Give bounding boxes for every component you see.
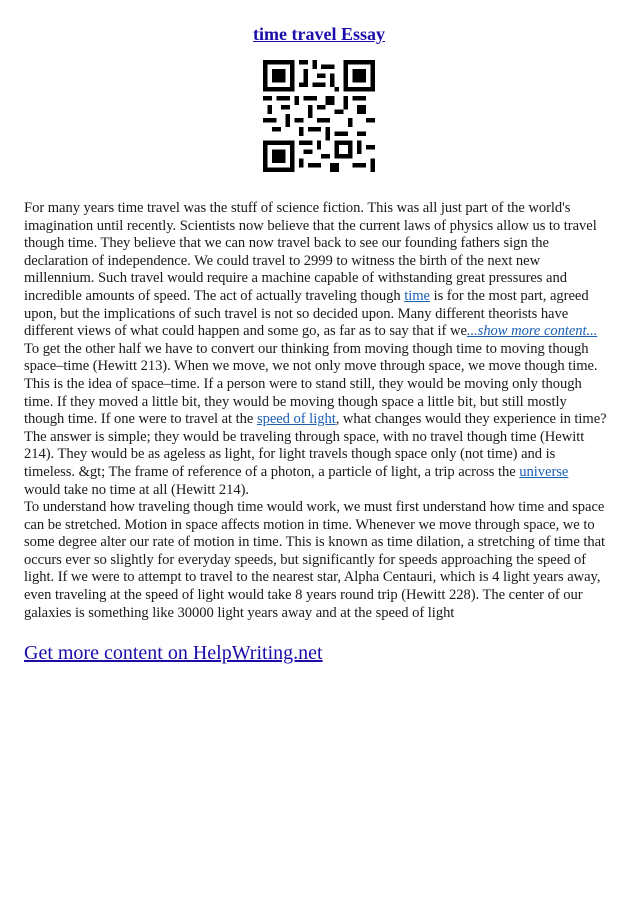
paragraph-1-text-b: is for the most part, agreed upon, but the implications of such travel is not so decided upon. Many different theorists have different views of what could happen and some go, as far as to say that if we: [24, 287, 589, 340]
qr-code-icon: [263, 60, 375, 172]
paragraph-2-text-b: , what changes would they experience in time? The answer is simple; they would be traveling through space, with no travel though time (Hewitt 214). They would be as ageless as light, for light travels though space only (not time) and is timeless. &gt; The frame of reference of a photon, a particle of light, a trip across the: [24, 411, 607, 480]
show-more-link[interactable]: ...show more content...: [466, 323, 598, 340]
speed-of-light-link[interactable]: speed of light: [256, 411, 336, 428]
essay-body: [24, 200, 608, 622]
paragraph-1-text-a: For many years time travel was the stuff of science fiction. This was all just part of the world's imagination until recently. Scientists now believe that the current laws of physics allow us to travel though time. They believe that we can now travel back to see our founding fathers sign the declaration of independence. We could travel to 2999 to witness the birth of the next new millennium. Such travel would require a machine capable of withstanding great pressures and incredible amounts of speed. The act of actually traveling though: [24, 200, 597, 304]
time-link[interactable]: time: [404, 287, 430, 304]
paragraph-1: [24, 200, 608, 341]
paragraph-2: [24, 341, 608, 499]
page-title[interactable]: time travel Essay: [253, 24, 385, 44]
paragraph-2-text-c: would take no time at all (Hewitt 214).: [24, 481, 250, 498]
paragraph-2-text-a: To get the other half we have to convert our thinking from moving though time to moving though space–time (Hewitt 213). When we move, we not only move through space, we move though time. This is the idea of space–time. If a person were to stand still, they would be moving only though time. If they moved a little bit, they would be moving though space a little bit, but still mostly though time. If one were to travel at the: [24, 340, 598, 428]
helpwriting-link[interactable]: Get more content on HelpWriting.net: [24, 642, 323, 664]
paragraph-3: To understand how traveling though time would work, we must first understand how time and space can be stretched. Motion in space affects motion in time. Whenever we move through space, we to some degree alter our rate of motion in time. This is known as time dilation, a stretching of time that occurs ever so slightly for everyday speeds, but significantly for speeds approaching the speed of light. If we were to attempt to travel to the nearest star, Alpha Centauri, which is 4 light years away, even traveling at the speed of light would take 8 years round trip (Hewitt 228). The center of our galaxies is something like 30000 light years away and at the speed of light: [24, 499, 606, 621]
universe-link[interactable]: universe: [519, 463, 569, 480]
